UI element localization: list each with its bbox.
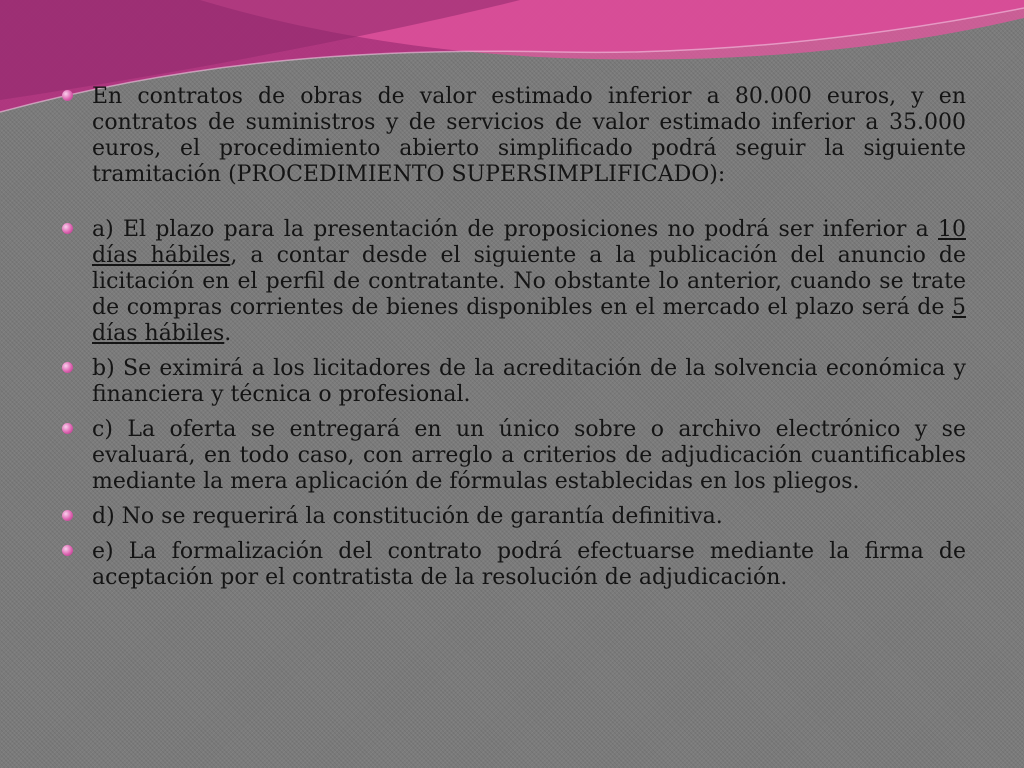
bullet-a bbox=[62, 217, 966, 347]
bullet-dot-icon bbox=[62, 362, 73, 373]
bullet-b bbox=[62, 356, 966, 408]
bullet-dot-icon bbox=[62, 223, 73, 234]
bullet-intro-text: En contratos de obras de valor estimado inferior a 80.000 euros, y en contratos de suministros y de servicios de valor estimado inferior a 35.000 euros, el procedimiento abierto simplificado podrá seguir la siguiente tramitación (PROCEDIMIENTO SUPERSIMPLIFICADO): bbox=[92, 84, 966, 187]
bullet-c bbox=[62, 417, 966, 495]
bullet-a-part2: , a contar desde el siguiente a la publicación del anuncio de licitación en el perfil de contratante. No obstante lo anterior, cuando se trate de compras corrientes de bienes disponibles en el mercado el plazo será de bbox=[92, 243, 966, 320]
bullet-e-text: e) La formalización del contrato podrá efectuarse mediante la firma de aceptación por el contratista de la resolución de adjudicación. bbox=[92, 539, 966, 590]
slide-body bbox=[62, 84, 966, 600]
bullet-dot-icon bbox=[62, 510, 73, 521]
bullet-a-underlined-5-dias: 5 días hábiles bbox=[92, 295, 966, 346]
bullet-a-part1: a) El plazo para la presentación de proposiciones no podrá ser inferior a bbox=[92, 217, 938, 242]
bullet-intro bbox=[62, 84, 966, 188]
bullet-a-part3: . bbox=[224, 321, 232, 346]
bullet-list bbox=[62, 84, 966, 591]
bullet-b-text: b) Se eximirá a los licitadores de la acreditación de la solvencia económica y financiera y técnica o profesional. bbox=[92, 356, 966, 407]
bullet-a-text bbox=[92, 217, 966, 346]
bullet-a-underlined-10-dias: 10 días hábiles bbox=[92, 217, 966, 268]
bullet-d bbox=[62, 504, 966, 530]
bullet-dot-icon bbox=[62, 423, 73, 434]
bullet-d-text: d) No se requerirá la constitución de garantía definitiva. bbox=[92, 504, 723, 529]
bullet-c-text: c) La oferta se entregará en un único sobre o archivo electrónico y se evaluará, en todo caso, con arreglo a criterios de adjudicación cuantificables mediante la mera aplicación de fórmulas establecidas en los pliegos. bbox=[92, 417, 966, 494]
bullet-dot-icon bbox=[62, 545, 73, 556]
bullet-e bbox=[62, 539, 966, 591]
bullet-dot-icon bbox=[62, 90, 73, 101]
